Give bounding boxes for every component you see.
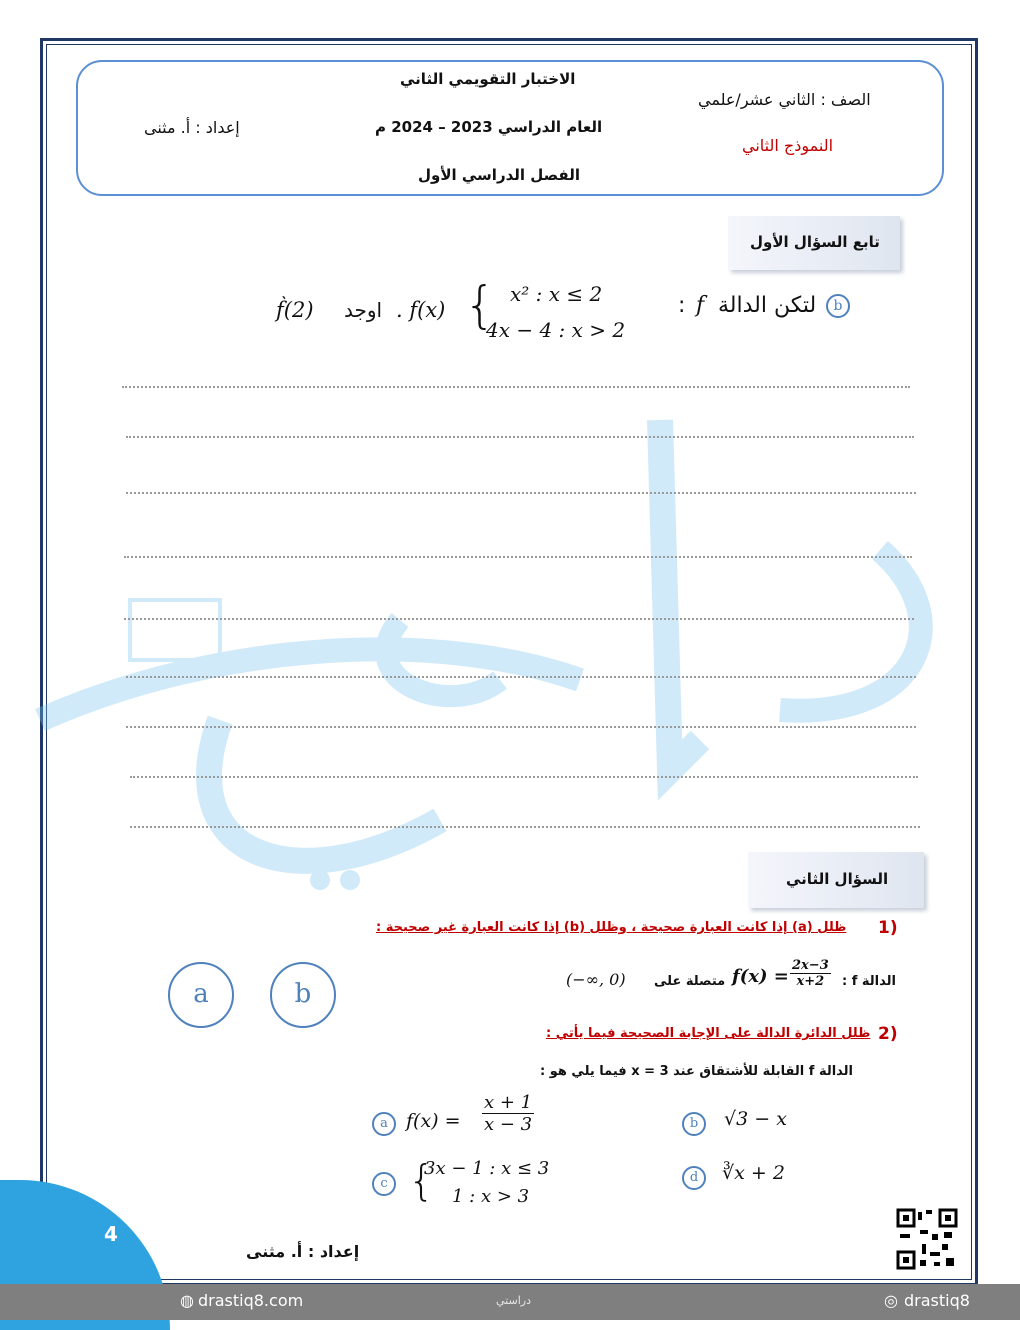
choice-c-case2: 1 : x > 3 [452, 1186, 530, 1207]
choice-c-brace: { [408, 1156, 435, 1205]
answer-line[interactable] [126, 492, 916, 494]
choice-d-bubble[interactable]: d [682, 1166, 706, 1190]
item2-number: 2) [878, 1024, 898, 1044]
q1-f: f [696, 293, 705, 318]
answer-line[interactable] [124, 556, 912, 558]
watermark-logo [20, 300, 980, 900]
q1-case1: x² : x ≤ 2 [510, 282, 603, 306]
grade-label: الصف : الثاني عشر/علمي [698, 90, 871, 109]
item1-fraction [790, 958, 831, 989]
item1-number: 1) [878, 918, 898, 938]
choice-a-fx: f(x) = [406, 1110, 461, 1132]
choice-b-expr: √3 − x [724, 1108, 787, 1130]
answer-line[interactable] [130, 826, 920, 828]
q1-colon: : [678, 293, 686, 318]
answer-line[interactable] [126, 436, 914, 438]
website-link[interactable]: drastiq8.com [198, 1291, 304, 1310]
model-label: النموذج الثاني [742, 136, 834, 155]
q1-target: f̀(2) [276, 298, 314, 322]
item1-interval: (−∞, 0) [566, 970, 626, 989]
answer-line[interactable] [124, 618, 914, 620]
item1-instruction: ظلل (a) إذا كانت العبارة صحيحة ، وظلل (b) إذا كانت العبارة غير صحيحة : [376, 920, 847, 935]
choice-a-bubble[interactable]: a [372, 1112, 396, 1136]
q2-heading: السؤال الثاني [786, 870, 889, 888]
footer-logo: دراستي [496, 1294, 531, 1307]
q1-heading: تابع السؤال الأول [750, 233, 880, 251]
choice-c-case1: 3x − 1 : x ≤ 3 [424, 1158, 550, 1179]
item1-denominator: x+2 [796, 974, 825, 989]
school-year: العام الدراسي 2023 – 2024 م [375, 118, 603, 136]
item1-fx: f(x) = [732, 966, 789, 987]
part-b-marker: b [826, 294, 850, 318]
q1-case2: 4x − 4 : x > 2 [486, 318, 626, 342]
answer-line[interactable] [130, 776, 918, 778]
choice-b-bubble[interactable]: b [682, 1112, 706, 1136]
item1-stmt-a: الدالة f : [842, 974, 896, 989]
answer-line[interactable] [122, 386, 910, 388]
option-b-bubble[interactable]: b [270, 962, 336, 1028]
q1-fx: . f(x) [396, 298, 446, 322]
exam-title: الاختبار التقويمي الثاني [400, 70, 576, 88]
choice-d-expr: ∛x + 2 [722, 1162, 785, 1184]
q1-brace: { [464, 276, 496, 334]
q1-find: اوجد [344, 298, 383, 322]
choice-a-numerator: x + 1 [484, 1092, 533, 1113]
choice-a-denominator: x − 3 [484, 1114, 533, 1135]
instagram-icon: ◎ [884, 1291, 898, 1310]
prepared-by-header: إعداد : أ. مثنى [144, 118, 240, 137]
choice-c-bubble[interactable]: c [372, 1172, 396, 1196]
page-number: 4 [104, 1222, 118, 1246]
item1-stmt-b: متصلة على [654, 974, 726, 989]
prepared-by-footer: إعداد : أ. مثنى [246, 1242, 360, 1261]
item2-statement: الدالة f القابلة للأشتقاق عند x = 3 فيما يلي هو : [540, 1064, 854, 1079]
q1-let-text: لتكن الدالة [718, 293, 817, 318]
item1-numerator: 2x−3 [792, 958, 829, 973]
choice-a-fraction [482, 1092, 534, 1135]
option-a-bubble[interactable]: a [168, 962, 234, 1028]
website-icon: ◍ [180, 1291, 194, 1310]
item2-instruction: ظلل الدائرة الدالة على الإجابة الصحيحة فيما يأتي : [546, 1026, 871, 1041]
qr-code-icon[interactable] [896, 1208, 958, 1270]
answer-line[interactable] [126, 676, 916, 678]
instagram-handle[interactable]: drastiq8 [904, 1291, 970, 1310]
semester: الفصل الدراسي الأول [418, 166, 580, 184]
answer-line[interactable] [126, 726, 916, 728]
